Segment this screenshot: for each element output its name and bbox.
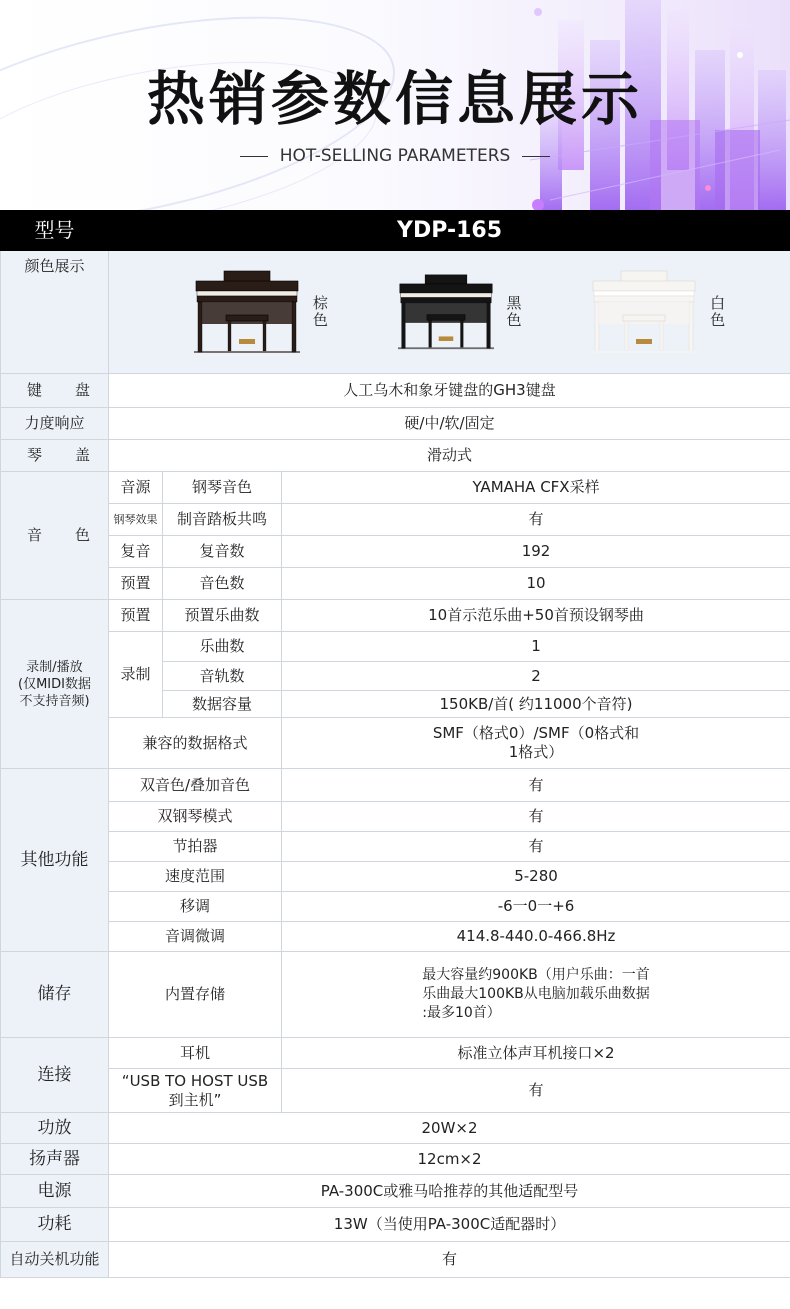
table-row — [1, 802, 790, 832]
piano-keys — [400, 293, 491, 298]
piano-base — [398, 347, 494, 349]
speaker-label: 扬声器 — [1, 1144, 109, 1175]
table-row — [1, 440, 790, 472]
value-line: 乐曲最大100KB从电脑加载乐曲数据 — [422, 986, 650, 1002]
table-row — [1, 1242, 790, 1278]
consumption-value: 13W（当使用PA-300C适配器时） — [109, 1208, 790, 1242]
other-value: 5-280 — [282, 862, 790, 892]
voice-sub-label: 复音 — [109, 536, 163, 568]
piano-left-leg — [198, 302, 202, 352]
record-value: 1 — [282, 632, 790, 662]
piano-key-rail — [400, 298, 491, 303]
cover-label — [1, 440, 109, 472]
table-row — [1, 536, 790, 568]
piano-key-rail — [594, 296, 694, 302]
voice-item-label: 复音数 — [163, 536, 282, 568]
table-row — [1, 472, 790, 504]
voice-sub-label: 音源 — [109, 472, 163, 504]
table-row — [1, 1144, 790, 1175]
other-value: -6一0一+6 — [282, 892, 790, 922]
piano-bench-seat — [426, 315, 464, 320]
other-item-label: 移调 — [109, 892, 282, 922]
table-row — [1, 862, 790, 892]
color-name: 白色 — [708, 295, 727, 329]
voice-item-label: 制音踏板共鸣 — [163, 504, 282, 536]
piano-lid — [196, 281, 298, 291]
other-value: 414.8-440.0-466.8Hz — [282, 922, 790, 952]
autooff-label: 自动关机功能 — [1, 1242, 109, 1278]
other-item-label: 节拍器 — [109, 832, 282, 862]
record-item-label: 预置乐曲数 — [163, 600, 282, 632]
voice-value: 有 — [282, 504, 790, 536]
table-header-row — [1, 211, 790, 251]
hero-banner — [0, 0, 790, 210]
amp-value: 20W×2 — [109, 1113, 790, 1144]
piano-bench-seat — [623, 315, 665, 321]
record-item-label: 数据容量 — [163, 691, 282, 718]
label-line: 到主机” — [168, 1090, 222, 1109]
page-title: 热销参数信息展示 — [146, 65, 643, 133]
table-row — [1, 632, 790, 662]
piano-bench-leg — [263, 321, 266, 351]
piano-bench-seat — [226, 315, 268, 321]
value-line: SMF（格式0）/SMF（0格式和 — [432, 724, 640, 742]
table-row — [1, 832, 790, 862]
storage-item-label: 内置存储 — [109, 952, 282, 1038]
other-item-label: 双音色/叠加音色 — [109, 769, 282, 802]
subtitle-rule-left — [240, 156, 268, 157]
value-line: 1格式） — [508, 743, 564, 761]
piano-image — [398, 269, 494, 355]
piano-keys — [197, 291, 297, 296]
piano-bench-leg — [625, 321, 628, 351]
consumption-label: 功耗 — [1, 1208, 109, 1242]
cover-value: 滑动式 — [109, 440, 790, 472]
label-char: 盘 — [74, 381, 90, 399]
storage-label: 储存 — [1, 952, 109, 1038]
piano-base — [194, 351, 300, 353]
other-value: 有 — [282, 802, 790, 832]
piano-pedals — [438, 336, 452, 341]
record-sub-label: 录制 — [109, 632, 163, 718]
piano-pedals — [239, 339, 255, 344]
color-variant — [194, 269, 348, 355]
color-name: 棕色 — [310, 295, 329, 329]
piano-right-leg — [292, 302, 296, 352]
record-value: 150KB/首( 约11000个音符) — [282, 691, 790, 718]
piano-right-leg — [486, 303, 490, 348]
piano-keys — [594, 291, 694, 296]
record-label — [1, 600, 109, 769]
page-subtitle — [0, 146, 790, 166]
piano-pedals — [636, 339, 652, 344]
piano-image — [591, 269, 697, 355]
voice-item-label: 钢琴音色 — [163, 472, 282, 504]
record-sub-label: 预置 — [109, 600, 163, 632]
table-row — [1, 408, 790, 440]
piano-bench-leg — [460, 320, 463, 347]
subtitle-text: HOT-SELLING PARAMETERS — [279, 146, 511, 166]
record-value: 10首示范乐曲+50首预设钢琴曲 — [282, 600, 790, 632]
connect-value: 标准立体声耳机接口×2 — [282, 1038, 790, 1069]
piano-key-rail — [197, 296, 297, 302]
connect-value: 有 — [282, 1069, 790, 1113]
table-row — [1, 1208, 790, 1242]
autooff-value: 有 — [109, 1242, 790, 1278]
connect-item-label — [109, 1069, 282, 1113]
other-label: 其他功能 — [1, 769, 109, 952]
color-variant — [591, 269, 745, 355]
table-row — [1, 251, 790, 374]
other-item-label: 双钢琴模式 — [109, 802, 282, 832]
piano-image — [194, 269, 300, 355]
record-value — [282, 718, 790, 769]
table-row — [1, 892, 790, 922]
model-label: 型号 — [1, 211, 109, 251]
label-char: 键 — [27, 381, 43, 399]
label-char: 琴 — [27, 446, 43, 464]
keyboard-label — [1, 374, 109, 408]
label-char: 盖 — [74, 446, 90, 464]
power-value: PA-300C或雅马哈推荐的其他适配型号 — [109, 1175, 790, 1208]
piano-left-leg — [595, 302, 599, 352]
other-item-label: 速度范围 — [109, 862, 282, 892]
color-variants — [109, 253, 790, 371]
table-row — [1, 1069, 790, 1113]
label-char: 音 — [27, 526, 43, 544]
record-item-label: 兼容的数据格式 — [109, 718, 282, 769]
color-variant — [398, 269, 542, 355]
other-value: 有 — [282, 769, 790, 802]
other-value: 有 — [282, 832, 790, 862]
subtitle-rule-right — [522, 156, 550, 157]
piano-bench-leg — [428, 320, 431, 347]
color-label: 颜色展示 — [1, 251, 109, 374]
value-line: :最多10首） — [422, 1005, 501, 1021]
amp-label: 功放 — [1, 1113, 109, 1144]
label-line: “USB TO HOST USB — [121, 1071, 269, 1090]
power-label: 电源 — [1, 1175, 109, 1208]
storage-value — [282, 952, 790, 1038]
touch-label: 力度响应 — [1, 408, 109, 440]
voice-label — [1, 472, 109, 600]
piano-lid — [399, 284, 491, 293]
voice-sub-label: 预置 — [109, 568, 163, 600]
record-item-label: 音轨数 — [163, 662, 282, 691]
voice-item-label: 音色数 — [163, 568, 282, 600]
model-value: YDP-165 — [109, 211, 790, 251]
record-value: 2 — [282, 662, 790, 691]
voice-value: 192 — [282, 536, 790, 568]
voice-sub-label: 钢琴效果 — [109, 504, 163, 536]
piano-lid — [593, 281, 695, 291]
piano-bench-leg — [660, 321, 663, 351]
table-row — [1, 952, 790, 1038]
record-label-line: (仅MIDI数据 — [18, 676, 91, 692]
record-label-line: 录制/播放 — [26, 659, 83, 675]
spec-table — [0, 210, 790, 1278]
connect-item-label: 耳机 — [109, 1038, 282, 1069]
table-row — [1, 718, 790, 769]
color-name: 黑色 — [504, 295, 523, 329]
keyboard-value: 人工乌木和象牙键盘的GH3键盘 — [109, 374, 790, 408]
piano-bench-leg — [228, 321, 231, 351]
table-row — [1, 568, 790, 600]
piano-base — [591, 351, 697, 353]
table-row — [1, 374, 790, 408]
touch-value: 硬/中/软/固定 — [109, 408, 790, 440]
piano-right-leg — [689, 302, 693, 352]
table-row — [1, 600, 790, 632]
voice-value: 10 — [282, 568, 790, 600]
table-row — [1, 1175, 790, 1208]
connect-label: 连接 — [1, 1038, 109, 1113]
voice-value: YAMAHA CFX采样 — [282, 472, 790, 504]
other-item-label: 音调微调 — [109, 922, 282, 952]
label-char: 色 — [74, 526, 90, 544]
record-item-label: 乐曲数 — [163, 632, 282, 662]
table-row — [1, 922, 790, 952]
table-row — [1, 769, 790, 802]
record-label-line: 不支持音频) — [19, 693, 90, 709]
table-row — [1, 504, 790, 536]
table-row — [1, 1038, 790, 1069]
piano-left-leg — [401, 303, 405, 348]
value-line: 最大容量约900KB（用户乐曲：一首 — [422, 967, 650, 983]
speaker-value: 12cm×2 — [109, 1144, 790, 1175]
table-row — [1, 1113, 790, 1144]
